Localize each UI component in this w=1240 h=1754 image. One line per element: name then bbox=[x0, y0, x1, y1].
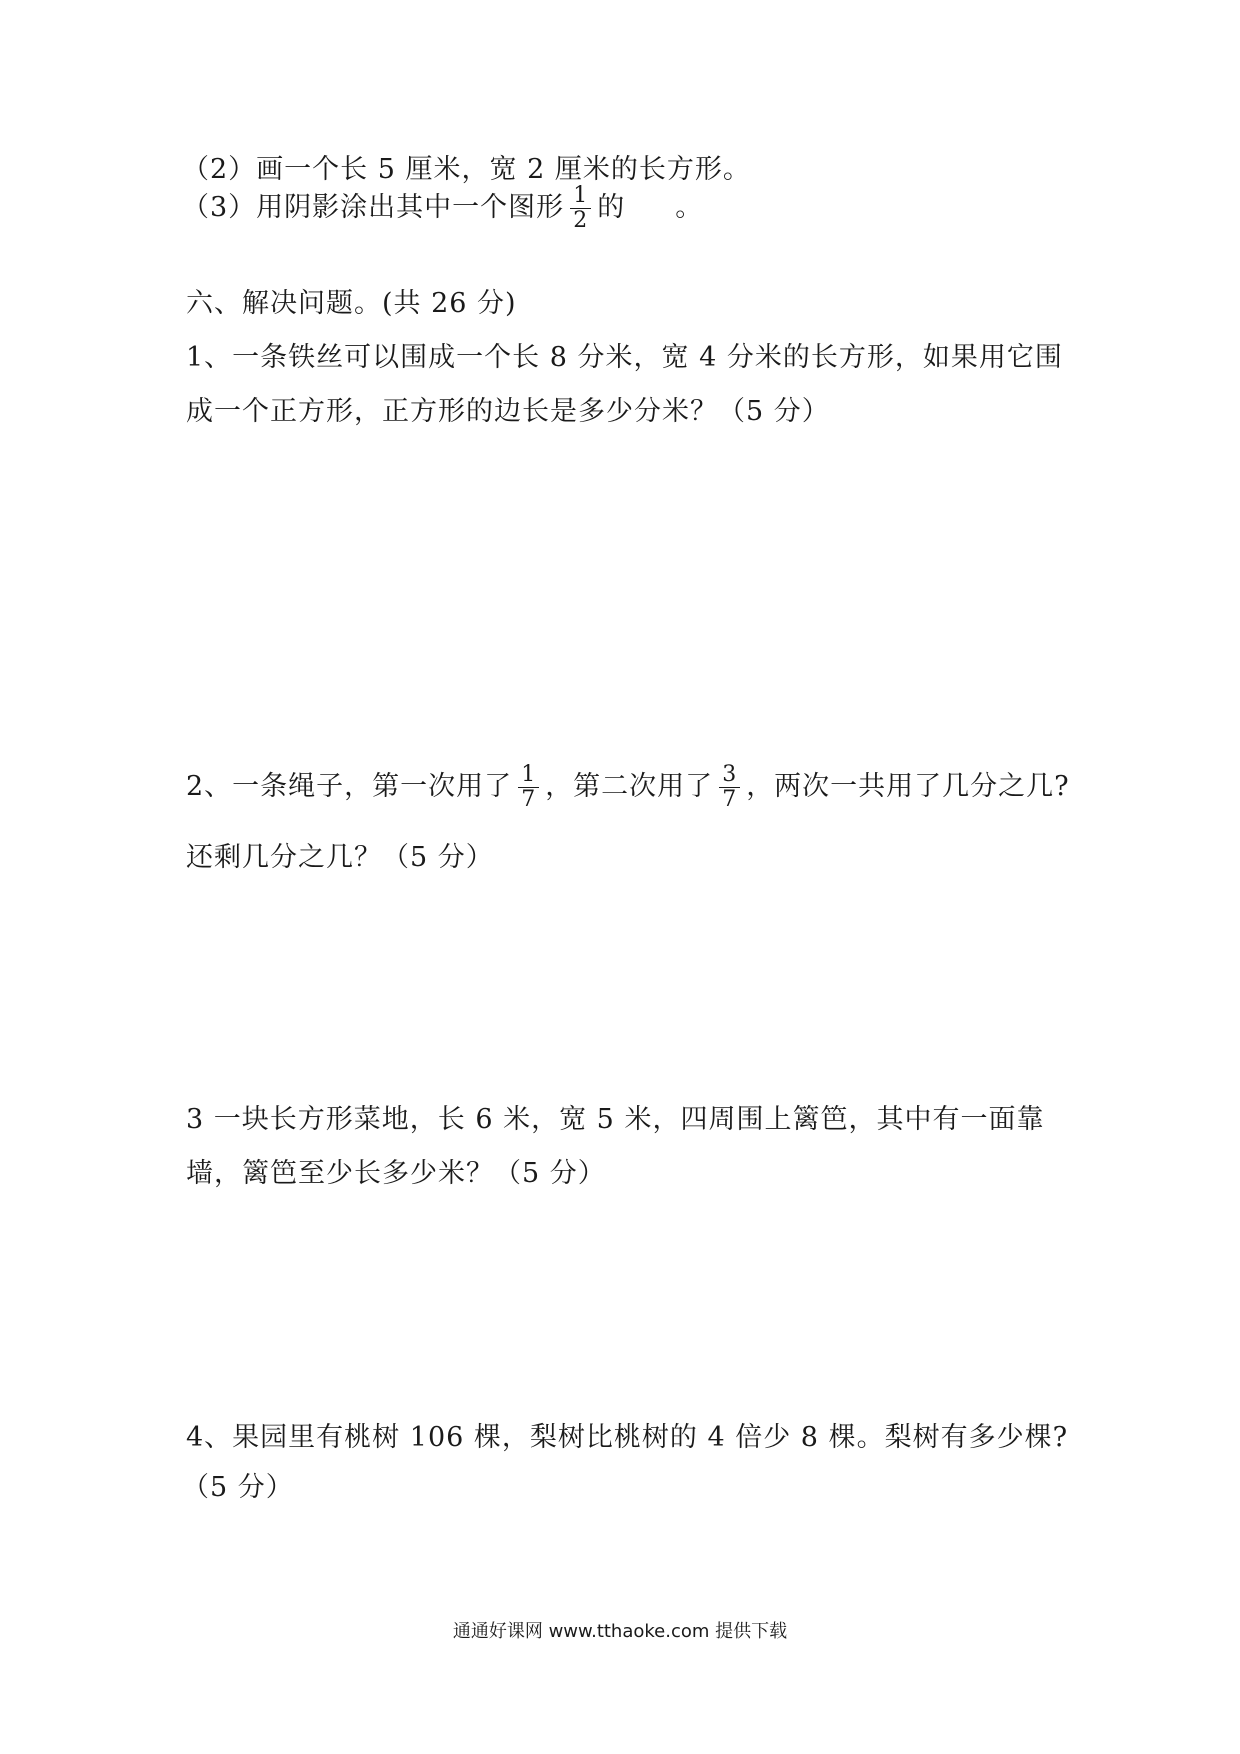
section5-item3-end: 。 bbox=[675, 192, 704, 223]
section5-item3-prefix: （3）用阴影涂出其中一个图形 bbox=[182, 192, 565, 223]
question3-line2: 墙，篱笆至少长多少米？（5 分） bbox=[186, 1158, 606, 1189]
fraction-denominator: 7 bbox=[521, 786, 537, 812]
fraction-one-half bbox=[570, 184, 591, 233]
question2-part2: ，第二次用了 bbox=[545, 771, 714, 802]
section6-heading: 六、解决问题。(共 26 分) bbox=[186, 288, 517, 319]
question2-line2: 还剩几分之几？（5 分） bbox=[186, 842, 494, 873]
question1-line1: 1、一条铁丝可以围成一个长 8 分米，宽 4 分米的长方形，如果用它围 bbox=[186, 342, 1063, 373]
fraction-three-sevenths bbox=[719, 763, 740, 812]
fraction-numerator: 3 bbox=[719, 763, 740, 788]
fraction-denominator: 2 bbox=[573, 207, 589, 233]
question4-line2: （5 分） bbox=[182, 1472, 294, 1503]
fraction-denominator: 7 bbox=[722, 786, 738, 812]
fraction-numerator: 1 bbox=[518, 763, 539, 788]
question4-line1: 4、果园里有桃树 106 棵，梨树比桃树的 4 倍少 8 棵。梨树有多少棵? bbox=[186, 1422, 1069, 1453]
question2-part3: ，两次一共用了几分之几? bbox=[746, 771, 1070, 802]
section5-item2: （2）画一个长 5 厘米，宽 2 厘米的长方形。 bbox=[182, 154, 751, 185]
page-footer: 通通好课网 www.tthaoke.com 提供下载 bbox=[452, 1621, 788, 1642]
question2-part1: 2、一条绳子，第一次用了 bbox=[186, 771, 513, 802]
question1-line2: 成一个正方形，正方形的边长是多少分米？（5 分） bbox=[186, 396, 830, 427]
section5-item3-suffix: 的 bbox=[597, 192, 626, 223]
fraction-numerator: 1 bbox=[570, 184, 591, 209]
fraction-one-seventh bbox=[518, 763, 539, 812]
question3-line1: 3 一块长方形菜地，长 6 米，宽 5 米，四周围上篱笆，其中有一面靠 bbox=[186, 1104, 1045, 1135]
section5-item3 bbox=[182, 180, 703, 236]
question2-line1 bbox=[186, 756, 1070, 818]
